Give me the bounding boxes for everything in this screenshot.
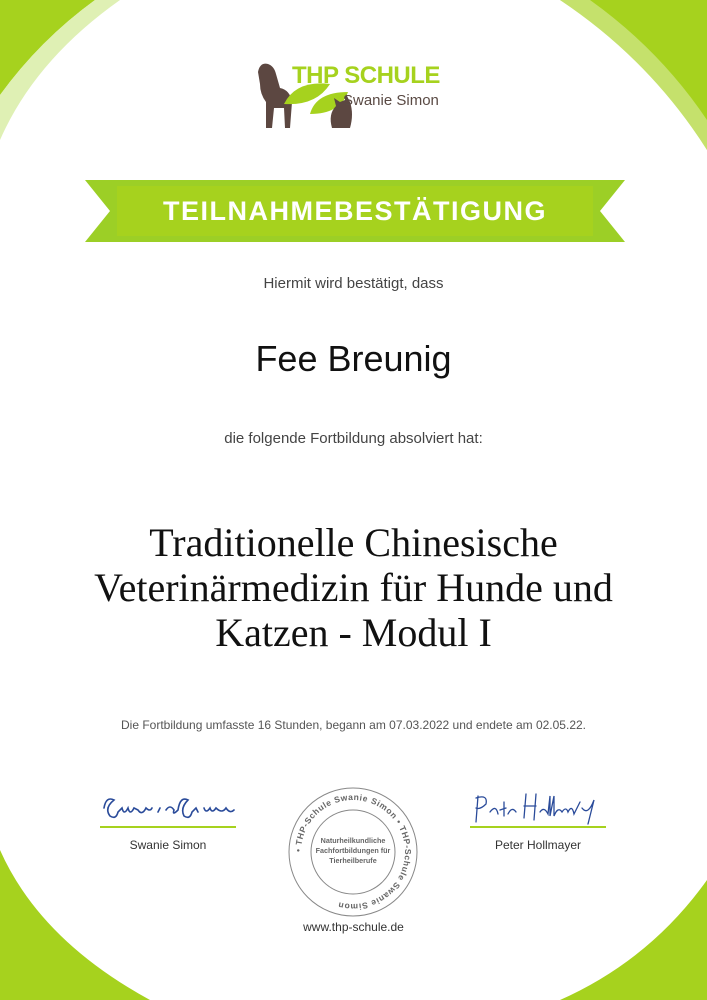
logo-title-schule: SCHULE <box>344 62 440 89</box>
course-title-line: Traditionelle Chinesische <box>149 520 558 565</box>
website-url: www.thp-schule.de <box>303 920 404 934</box>
course-title <box>0 520 707 655</box>
signature-line-left <box>100 826 236 828</box>
seal-line: Fachfortbildungen für <box>315 846 391 855</box>
signer-name-left: Swanie Simon <box>129 838 207 852</box>
logo-title-thp: THP <box>292 62 339 89</box>
signature-peter-hollmayer <box>470 788 606 828</box>
logo-subtitle: Swanie Simon <box>343 92 439 109</box>
completed-text: die folgende Fortbildung absolviert hat: <box>224 430 483 447</box>
course-title-line: Katzen - Modul I <box>215 610 492 655</box>
seal-stamp <box>287 786 419 918</box>
course-summary: Die Fortbildung umfasste 16 Stunden, begann am 07.03.2022 und endete am 02.05.22. <box>121 718 586 732</box>
signature-line-right <box>470 826 606 828</box>
signer-name-right: Peter Hollmayer <box>494 838 582 852</box>
dog-icon <box>258 64 292 128</box>
intro-text: Hiermit wird bestätigt, dass <box>263 275 444 292</box>
participant-name: Fee Breunig <box>255 338 452 379</box>
course-title-line: Veterinärmedizin für Hunde und <box>94 565 613 610</box>
signature-swanie-simon <box>100 786 236 826</box>
seal-line: Naturheilkundliche <box>320 836 386 845</box>
logo-title <box>292 62 440 90</box>
seal-line: Tierheilberufe <box>329 856 377 865</box>
certificate-title: TEILNAHMEBESTÄTIGUNG <box>163 196 547 226</box>
seal-ring-text: • THP-Schule Swanie Simon • THP-Schule Swanie Simon <box>292 791 414 913</box>
